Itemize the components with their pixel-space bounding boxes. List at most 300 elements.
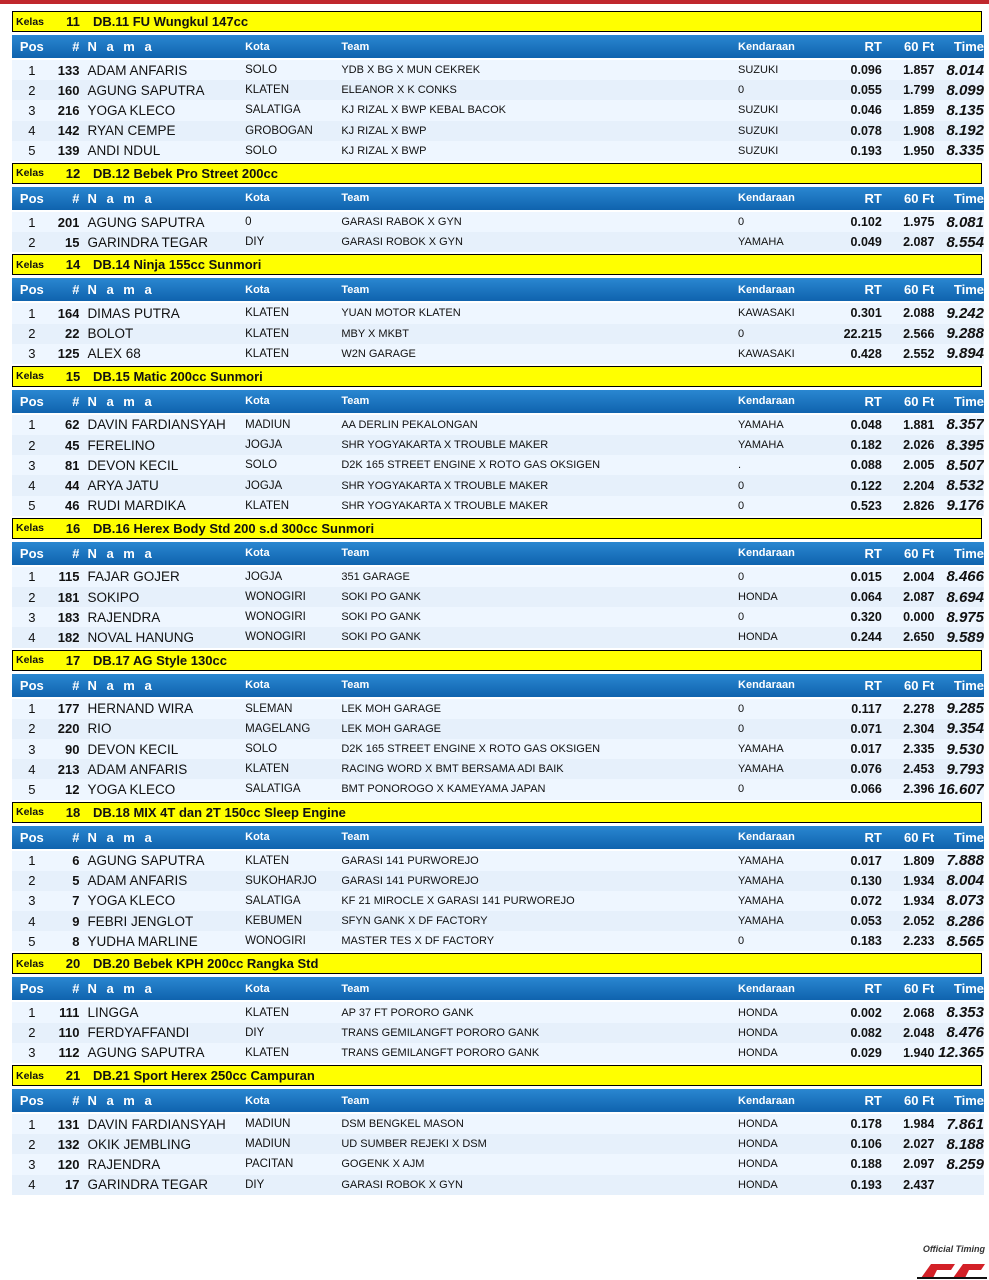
column-header-time: Time (953, 190, 984, 206)
column-header-time: Time (953, 39, 984, 54)
column-header-kota: Kota (245, 679, 270, 692)
cell-name: YOGA KLECO (87, 102, 176, 118)
cell-rt: 0.064 (850, 590, 882, 605)
cell-ft60: 2.304 (903, 721, 935, 736)
cell-rt: 0.428 (850, 346, 882, 361)
column-header-name: N a m a (87, 981, 155, 997)
cell-team: AP 37 FT PORORO GANK (341, 1006, 474, 1019)
column-header-time: Time (953, 393, 984, 409)
cell-name: GARINDRA TEGAR (87, 1177, 208, 1193)
cell-no: 133 (57, 62, 80, 78)
column-header-team: Team (341, 192, 370, 205)
result-row (12, 1043, 984, 1063)
column-header-rt: RT (864, 677, 882, 693)
cell-pos: 2 (28, 437, 36, 453)
cell-rt: 0.188 (850, 1157, 882, 1172)
cell-name: ADAM ANFARIS (87, 761, 188, 777)
cell-rt: 0.053 (850, 914, 882, 929)
cell-name: RIO (87, 721, 112, 737)
cell-time: 8.694 (946, 588, 984, 606)
cell-time: 16.607 (938, 780, 984, 798)
cell-team: BMT PONOROGO X KAMEYAMA JAPAN (341, 783, 546, 796)
cell-pos: 4 (28, 629, 36, 645)
cell-name: BOLOT (87, 326, 134, 342)
cell-kota: KEBUMEN (245, 915, 302, 928)
column-header-name: N a m a (87, 393, 155, 409)
cell-ft60: 2.097 (903, 1157, 935, 1172)
cell-rt: 0.082 (850, 1025, 882, 1040)
cell-kota: WONOGIRI (245, 611, 306, 624)
result-row (12, 759, 984, 779)
cell-ft60: 2.004 (903, 569, 935, 584)
cell-kota: KLATEN (245, 307, 290, 320)
column-header-time: Time (953, 677, 984, 693)
cell-team: MASTER TES X DF FACTORY (341, 935, 495, 948)
cell-rt: 0.066 (850, 782, 882, 797)
result-row (12, 141, 984, 161)
cell-team: LEK MOH GARAGE (341, 702, 441, 715)
cell-rt: 0.015 (850, 569, 882, 584)
result-row (12, 1154, 984, 1174)
cell-vehicle: YAMAHA (738, 874, 784, 887)
cell-rt: 0.122 (850, 478, 882, 493)
cell-vehicle: YAMAHA (738, 854, 784, 867)
cell-ft60: 2.650 (903, 630, 935, 645)
column-header-kota: Kota (245, 547, 270, 560)
class-header (12, 650, 982, 671)
cell-pos: 5 (28, 781, 36, 797)
column-header-ft60: 60 Ft (904, 393, 935, 409)
cell-vehicle: 0 (738, 935, 745, 948)
cell-pos: 4 (28, 123, 36, 139)
column-header-pos: Pos (19, 677, 44, 693)
cell-name: FERELINO (87, 437, 155, 453)
cell-pos: 1 (28, 1116, 36, 1132)
cell-time: 9.242 (946, 304, 984, 322)
cell-team: SOKI PO GANK (341, 591, 421, 604)
result-row (12, 851, 984, 871)
cell-kota: MADIUN (245, 1118, 291, 1131)
cell-name: YOGA KLECO (87, 893, 176, 909)
cell-time: 8.014 (946, 61, 984, 79)
cell-kota: KLATEN (245, 347, 290, 360)
result-row (12, 931, 984, 951)
cell-time: 9.589 (946, 628, 984, 646)
cell-no: 81 (64, 457, 80, 473)
column-header-row (12, 35, 984, 58)
cell-ft60: 2.027 (903, 1137, 935, 1152)
class-number: 18 (65, 804, 81, 820)
cell-team: YUAN MOTOR KLATEN (341, 307, 461, 320)
cell-pos: 3 (28, 346, 36, 362)
cell-vehicle: KAWASAKI (738, 307, 795, 320)
column-header-rt: RT (864, 829, 882, 845)
cell-kota: DIY (245, 236, 265, 249)
cell-no: 177 (57, 701, 80, 717)
cell-no: 46 (64, 498, 80, 514)
cell-team: GARASI 141 PURWOREJO (341, 874, 479, 887)
cell-ft60: 2.552 (903, 346, 935, 361)
column-header-name: N a m a (87, 282, 155, 298)
result-row (12, 627, 984, 647)
class-block (12, 1065, 984, 1195)
cell-rt: 0.055 (850, 83, 882, 98)
cell-vehicle: HONDA (738, 1178, 778, 1191)
cell-team: 351 GARAGE (341, 570, 410, 583)
result-row (12, 871, 984, 891)
cell-rt: 0.046 (850, 103, 882, 118)
column-header-pos: Pos (19, 545, 44, 561)
cell-ft60: 1.950 (903, 143, 935, 158)
cell-pos: 1 (28, 62, 36, 78)
kelas-label: Kelas (16, 370, 45, 383)
column-header-vehicle: Kendaraan (738, 982, 795, 995)
cell-pos: 3 (28, 1156, 36, 1172)
cell-vehicle: 0 (738, 84, 745, 97)
cell-no: 45 (64, 437, 80, 453)
cell-team: D2K 165 STREET ENGINE X ROTO GAS OKSIGEN (341, 743, 601, 756)
cell-pos: 2 (28, 589, 36, 605)
column-header-team: Team (341, 40, 370, 53)
cell-vehicle: YAMAHA (738, 236, 784, 249)
cell-pos: 1 (28, 417, 36, 433)
cell-vehicle: HONDA (738, 1158, 778, 1171)
class-header (12, 11, 982, 32)
cell-name: FEBRI JENGLOT (87, 913, 194, 929)
cell-kota: SOLO (245, 743, 278, 756)
kelas-label: Kelas (16, 167, 45, 180)
cell-rt: 0.076 (850, 762, 882, 777)
cell-name: RAJENDRA (87, 609, 161, 625)
cell-no: 15 (64, 234, 80, 250)
result-row (12, 496, 984, 516)
cell-ft60: 1.881 (903, 417, 935, 432)
class-header (12, 953, 982, 974)
official-timing-watermark: Official Timing (922, 1244, 985, 1254)
cell-name: AGUNG SAPUTRA (87, 853, 205, 869)
cell-time: 8.466 (946, 568, 984, 586)
cell-pos: 2 (28, 873, 36, 889)
cell-name: AGUNG SAPUTRA (87, 82, 205, 98)
result-row (12, 1023, 984, 1043)
cell-no: 220 (57, 721, 80, 737)
class-title: DB.16 Herex Body Std 200 s.d 300cc Sunmori (93, 520, 375, 536)
cell-vehicle: 0 (738, 570, 745, 583)
cell-vehicle: SUZUKI (738, 144, 779, 157)
result-row (12, 911, 984, 931)
class-title: DB.20 Bebek KPH 200cc Rangka Std (93, 956, 319, 972)
cell-team: SOKI PO GANK (341, 631, 421, 644)
top-accent-line (0, 0, 989, 4)
cell-name: ARYA JATU (87, 478, 159, 494)
column-header-pos: Pos (19, 39, 44, 54)
result-row (12, 567, 984, 587)
cell-rt: 0.017 (850, 742, 882, 757)
cell-vehicle: HONDA (738, 1118, 778, 1131)
cell-time: 12.365 (938, 1044, 984, 1062)
cell-name: RYAN CEMPE (87, 123, 176, 139)
cell-name: FERDYAFFANDI (87, 1025, 190, 1041)
cell-team: TRANS GEMILANGFT PORORO GANK (341, 1046, 540, 1059)
cell-time: 8.335 (946, 142, 984, 160)
result-row (12, 60, 984, 80)
column-header-kota: Kota (245, 40, 270, 53)
class-number: 15 (65, 368, 81, 384)
column-header-vehicle: Kendaraan (738, 547, 795, 560)
kelas-label: Kelas (16, 806, 45, 818)
column-header-row (12, 674, 984, 697)
cell-ft60: 2.087 (903, 235, 935, 250)
class-header (12, 254, 982, 275)
cell-no: 125 (57, 346, 80, 362)
cell-no: 216 (57, 102, 80, 118)
cell-ft60: 2.437 (903, 1177, 935, 1192)
column-header-kota: Kota (245, 831, 270, 843)
class-block (12, 802, 984, 952)
cell-name: AGUNG SAPUTRA (87, 1045, 205, 1061)
class-number: 14 (65, 257, 81, 273)
column-header-kota: Kota (245, 283, 270, 296)
column-header-team: Team (341, 831, 370, 843)
cell-team: GARASI 141 PURWOREJO (341, 854, 479, 867)
cell-name: FAJAR GOJER (87, 569, 180, 585)
cell-time: 8.135 (946, 101, 984, 119)
cell-pos: 2 (28, 82, 36, 98)
cell-ft60: 1.984 (903, 1117, 935, 1132)
column-header-rt: RT (864, 1093, 882, 1108)
cell-no: 201 (57, 214, 80, 230)
cell-rt: 0.182 (850, 438, 882, 453)
cell-time: 8.353 (946, 1004, 984, 1022)
cell-time: 8.004 (946, 872, 984, 890)
cell-name: HERNAND WIRA (87, 701, 194, 717)
cell-team: AA DERLIN PEKALONGAN (341, 418, 478, 431)
result-row (12, 455, 984, 475)
cell-name: ADAM ANFARIS (87, 873, 188, 889)
cell-ft60: 1.934 (903, 873, 935, 888)
column-header-team: Team (341, 1094, 370, 1107)
result-row (12, 587, 984, 607)
cell-vehicle: KAWASAKI (738, 347, 795, 360)
cell-kota: 0 (245, 216, 252, 229)
cell-vehicle: 0 (738, 479, 745, 492)
column-header-vehicle: Kendaraan (738, 1094, 795, 1107)
cell-rt: 0.117 (851, 701, 882, 716)
cell-kota: KLATEN (245, 854, 290, 867)
column-header-ft60: 60 Ft (904, 39, 935, 54)
column-header-vehicle: Kendaraan (738, 395, 795, 408)
cell-kota: DIY (245, 1026, 265, 1039)
cell-pos: 3 (28, 457, 36, 473)
column-header-no: # (72, 393, 80, 409)
column-header-row (12, 977, 984, 1000)
cell-kota: DIY (245, 1178, 265, 1191)
cell-name: DIMAS PUTRA (87, 305, 180, 321)
cell-rt: 0.130 (850, 873, 882, 888)
column-header-team: Team (341, 982, 370, 995)
column-header-pos: Pos (19, 393, 44, 409)
class-header (12, 1065, 982, 1086)
column-header-no: # (72, 677, 80, 693)
cell-time: 9.288 (946, 325, 984, 343)
cell-team: SHR YOGYAKARTA X TROUBLE MAKER (341, 499, 549, 512)
class-block (12, 11, 984, 161)
cell-team: KJ RIZAL X BWP (341, 124, 427, 137)
cell-ft60: 1.799 (903, 83, 935, 98)
cell-time: 8.081 (946, 213, 984, 231)
cell-time: 8.073 (946, 892, 984, 910)
result-row (12, 891, 984, 911)
column-header-ft60: 60 Ft (904, 677, 935, 693)
cell-kota: WONOGIRI (245, 631, 306, 644)
cell-no: 112 (58, 1045, 80, 1061)
cell-kota: SOLO (245, 144, 278, 157)
result-row (12, 739, 984, 759)
cell-ft60: 2.335 (903, 742, 935, 757)
cell-kota: KLATEN (245, 499, 290, 512)
column-header-rt: RT (864, 545, 882, 561)
cell-rt: 0.029 (850, 1045, 882, 1060)
cell-rt: 0.071 (850, 721, 882, 736)
cell-rt: 0.048 (850, 417, 882, 432)
cell-pos: 2 (28, 234, 36, 250)
cell-time: 8.357 (946, 416, 984, 434)
cell-team: SHR YOGYAKARTA X TROUBLE MAKER (341, 439, 549, 452)
column-header-ft60: 60 Ft (904, 545, 935, 561)
cell-no: 110 (58, 1025, 80, 1041)
cell-time: 9.285 (946, 700, 984, 718)
column-header-no: # (72, 1093, 80, 1108)
column-header-row (12, 278, 984, 301)
result-row (12, 232, 984, 252)
cell-pos: 5 (28, 933, 36, 949)
result-row (12, 719, 984, 739)
cell-kota: KLATEN (245, 1046, 290, 1059)
column-header-vehicle: Kendaraan (738, 192, 795, 205)
cell-vehicle: YAMAHA (738, 418, 784, 431)
result-row (12, 100, 984, 120)
cell-rt: 0.178 (850, 1117, 882, 1132)
cell-time: 9.530 (946, 740, 984, 758)
cell-pos: 3 (28, 1045, 36, 1061)
column-header-time: Time (953, 829, 984, 845)
cell-time: 8.565 (946, 932, 984, 950)
cell-team: W2N GARAGE (341, 347, 416, 360)
cell-vehicle: . (738, 459, 742, 472)
cell-ft60: 2.278 (903, 701, 935, 716)
column-header-pos: Pos (19, 1093, 44, 1108)
cell-time: 7.888 (946, 852, 984, 870)
cell-name: DEVON KECIL (87, 457, 179, 473)
cell-rt: 0.088 (850, 458, 882, 473)
column-header-ft60: 60 Ft (904, 829, 935, 845)
column-header-rt: RT (864, 190, 882, 206)
cell-no: 111 (59, 1005, 80, 1021)
cell-name: ADAM ANFARIS (87, 62, 188, 78)
column-header-kota: Kota (245, 395, 270, 408)
class-title: DB.18 MIX 4T dan 2T 150cc Sleep Engine (93, 804, 346, 820)
cell-pos: 1 (28, 569, 36, 585)
cell-vehicle: 0 (738, 611, 745, 624)
column-header-time: Time (953, 282, 984, 298)
cell-no: 115 (58, 569, 80, 585)
cell-pos: 2 (28, 1025, 36, 1041)
cell-team: SOKI PO GANK (341, 611, 421, 624)
cell-ft60: 1.859 (903, 103, 935, 118)
result-row (12, 1175, 984, 1195)
cell-kota: SALATIGA (245, 783, 301, 796)
result-row (12, 415, 984, 435)
cell-kota: MAGELANG (245, 722, 311, 735)
cell-time: 9.176 (946, 497, 984, 515)
cell-pos: 2 (28, 721, 36, 737)
kelas-label: Kelas (16, 957, 45, 970)
cell-kota: SUKOHARJO (245, 874, 317, 887)
cell-team: RACING WORD X BMT BERSAMA ADI BAIK (341, 763, 564, 776)
cell-time: 7.861 (946, 1115, 984, 1133)
cell-name: AGUNG SAPUTRA (87, 214, 205, 230)
result-row (12, 607, 984, 627)
column-header-pos: Pos (19, 829, 44, 845)
cell-name: YOGA KLECO (87, 781, 176, 797)
class-number: 20 (65, 956, 81, 972)
cell-name: OKIK JEMBLING (87, 1136, 191, 1152)
column-header-rt: RT (864, 393, 882, 409)
cell-vehicle: 0 (738, 499, 745, 512)
cell-no: 6 (72, 853, 80, 869)
cell-ft60: 2.204 (903, 478, 935, 493)
cell-pos: 1 (28, 701, 36, 717)
column-header-row (12, 542, 984, 565)
cell-kota: SOLO (245, 64, 278, 77)
cell-rt: 0.049 (850, 235, 882, 250)
cell-vehicle: HONDA (738, 1006, 778, 1019)
class-number: 17 (65, 652, 81, 668)
cell-team: KJ RIZAL X BWP (341, 144, 427, 157)
cell-pos: 1 (28, 214, 36, 230)
cell-kota: KLATEN (245, 763, 290, 776)
column-header-kota: Kota (245, 982, 270, 995)
column-header-name: N a m a (87, 39, 155, 54)
cell-pos: 5 (28, 498, 36, 514)
cell-kota: KLATEN (245, 327, 290, 340)
cell-team: ELEANOR X K CONKS (341, 84, 457, 97)
cell-kota: JOGJA (245, 479, 283, 492)
column-header-kota: Kota (245, 192, 270, 205)
class-number: 16 (65, 520, 81, 536)
cell-no: 183 (57, 609, 80, 625)
class-block (12, 650, 984, 800)
column-header-pos: Pos (19, 981, 44, 997)
cell-ft60: 1.934 (903, 893, 935, 908)
result-row (12, 779, 984, 799)
column-header-no: # (72, 282, 80, 298)
cell-vehicle: YAMAHA (738, 743, 784, 756)
result-row (12, 324, 984, 344)
cell-ft60: 2.005 (903, 458, 935, 473)
column-header-team: Team (341, 283, 370, 296)
kelas-label: Kelas (16, 1069, 45, 1082)
class-header (12, 163, 982, 184)
cell-kota: SALATIGA (245, 104, 301, 117)
column-header-team: Team (341, 547, 370, 560)
cell-rt: 0.017 (850, 853, 882, 868)
cell-rt: 0.096 (850, 63, 882, 78)
cell-kota: WONOGIRI (245, 935, 306, 948)
cell-pos: 1 (28, 853, 36, 869)
cell-no: 12 (64, 781, 80, 797)
cell-kota: JOGJA (245, 439, 283, 452)
